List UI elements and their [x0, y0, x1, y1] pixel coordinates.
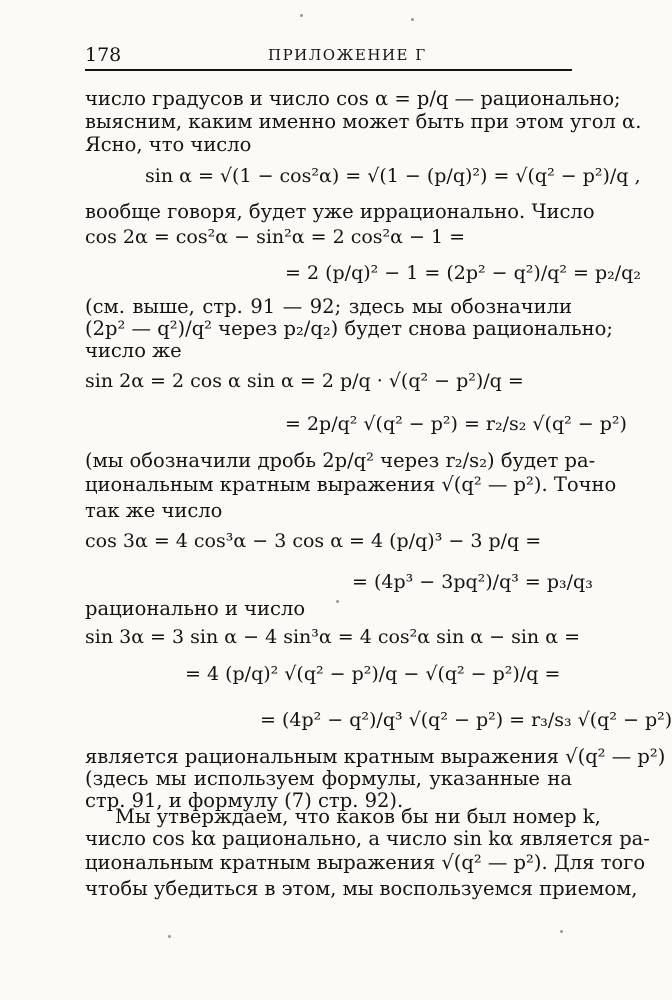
equation-cos-3alpha-cont: = (4p³ − 3pq²)/q³ = p₃/q₃ [352, 571, 593, 593]
text-line-8: (см. выше, стр. 91 — 92; здесь мы обозначили [85, 295, 572, 318]
text-line-13: (мы обозначили дробь 2p/q² через r₂/s₂) будет ра- [85, 449, 596, 472]
speck [560, 930, 563, 933]
speck [336, 600, 339, 603]
speck [411, 18, 414, 21]
text-line-2: выясним, каким именно может быть при этом угол α. [85, 110, 642, 133]
text-line-10: число же [85, 339, 182, 362]
equation-sin-3alpha-cont-2: = (4p² − q²)/q³ √(q² − p²) = r₃/s₃ √(q² − p²) [260, 709, 672, 731]
equation-sin-3alpha-cont-1: = 4 (p/q)² √(q² − p²)/q − √(q² − p²)/q = [185, 663, 561, 685]
text-line-26: число cos kα рационально, а число sin kα является ра- [85, 827, 650, 850]
speck [168, 935, 171, 938]
text-line-9: (2p² — q²)/q² через p₂/q₂) будет снова рационально; [85, 317, 613, 340]
text-line-15: так же число [85, 499, 223, 522]
text-line-24: стр. 91, и формулу (7) стр. 92). [85, 789, 404, 812]
header-rule [85, 69, 572, 71]
equation-sin-2alpha-cont: = 2p/q² √(q² − p²) = r₂/s₂ √(q² − p²) [285, 413, 627, 435]
text-line-28: чтобы убедиться в этом, мы воспользуемся приемом, [85, 877, 638, 900]
text-line-5: вообще говоря, будет уже иррационально. Число [85, 200, 595, 223]
equation-cos-2alpha: cos 2α = cos²α − sin²α = 2 cos²α − 1 = [85, 226, 466, 248]
text-line-18: рационально и число [85, 597, 306, 620]
equation-cos-3alpha: cos 3α = 4 cos³α − 3 cos α = 4 (p/q)³ − 3 p/q = [85, 530, 542, 552]
page-number: 178 [85, 44, 122, 66]
text-line-3: Ясно, что число [85, 133, 252, 156]
text-line-1: число градусов и число cos α = p/q — рационально; [85, 87, 621, 110]
text-line-22: является рациональным кратным выражения √(q² — p²) [85, 745, 666, 768]
equation-sin-alpha: sin α = √(1 − cos²α) = √(1 − (p/q)²) = √(q² − p²)/q , [145, 165, 641, 187]
speck [300, 14, 303, 17]
text-line-23: (здесь мы используем формулы, указанные на [85, 767, 572, 790]
text-line-25: Мы утверждаем, что каков бы ни был номер k, [115, 805, 601, 828]
equation-sin-3alpha: sin 3α = 3 sin α − 4 sin³α = 4 cos²α sin α − sin α = [85, 626, 580, 648]
chapter-title: ПРИЛОЖЕНИЕ Г [268, 46, 427, 64]
text-line-27: циональным кратным выражения √(q² — p²). Для того [85, 851, 646, 874]
text-line-14: циональным кратным выражения √(q² — p²). Точно [85, 473, 617, 496]
equation-sin-2alpha: sin 2α = 2 cos α sin α = 2 p/q · √(q² − p²)/q = [85, 370, 524, 392]
running-header [85, 44, 572, 70]
equation-cos-2alpha-cont: = 2 (p/q)² − 1 = (2p² − q²)/q² = p₂/q₂ [285, 262, 641, 284]
